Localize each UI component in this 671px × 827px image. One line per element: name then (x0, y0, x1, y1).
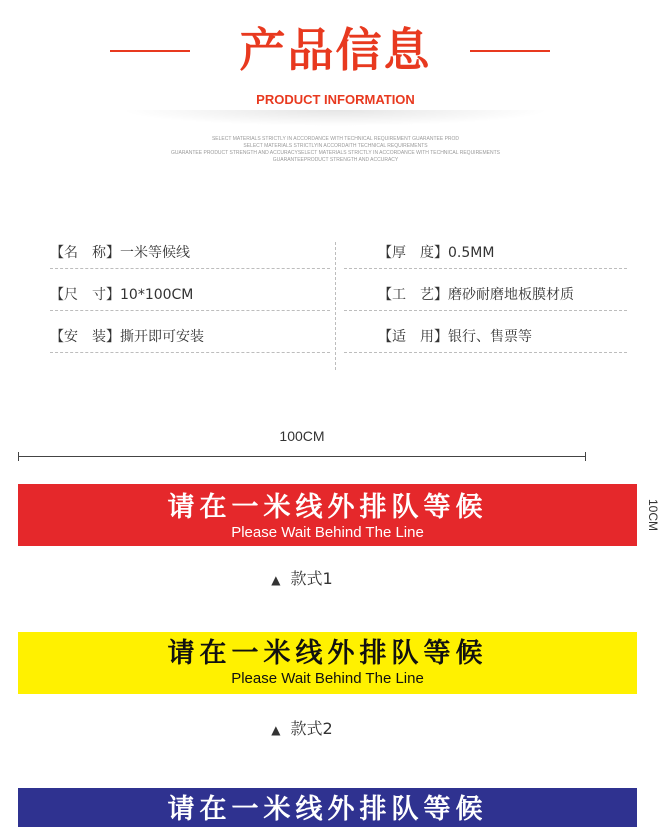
spec-craft: 【工 艺】磨砂耐磨地板膜材质 (378, 287, 574, 303)
dimension-tick-left (18, 452, 19, 461)
triangle-up-icon: ▲ (271, 723, 281, 737)
banner-style-3 (18, 788, 637, 827)
banner-style-2 (18, 632, 637, 694)
spec-size: 【尺 寸】10*100CM (50, 287, 194, 303)
row-divider (344, 268, 627, 269)
banner-chinese-text: 请在一米线外排队等候 (167, 638, 488, 669)
fine-print-line-2: SELECT MATERIALS STRICTLYIN ACCORDAITH TECHNICAL REQUIREMENTS (243, 143, 428, 149)
row-divider (344, 310, 627, 311)
banner-chinese-text: 请在一米线外排队等候 (167, 492, 488, 523)
row-divider (50, 268, 330, 269)
banner-english-text: Please Wait Behind The Line (231, 670, 424, 687)
width-dimension-label: 100CM (279, 428, 325, 444)
caption-style-2 (0, 716, 604, 739)
page-title: 产品信息 (239, 23, 432, 77)
spec-column-divider (335, 242, 336, 370)
caption-style-1 (0, 566, 604, 589)
row-divider (344, 352, 627, 353)
height-dimension-label: 10CM (646, 498, 660, 531)
caption-label: 款式2 (290, 719, 333, 738)
dimension-tick-right (585, 452, 586, 461)
page-subtitle: PRODUCT INFORMATION (256, 92, 415, 107)
spec-install: 【安 装】撕开即可安装 (50, 329, 204, 345)
triangle-up-icon: ▲ (271, 573, 281, 587)
header-shadow (120, 110, 551, 126)
fine-print-line-4: GUARANTEEPRODUCT STRENGTH AND ACCURACY (272, 157, 399, 163)
fine-print-line-1: SELECT MATERIALS STRICTLY IN ACCORDANCE WITH TECHNICAL REQUIREMENT GUARANTEE PROD (211, 136, 460, 142)
banner-style-1 (18, 484, 637, 546)
spec-thickness: 【厚 度】0.5MM (378, 245, 495, 261)
caption-label: 款式1 (290, 569, 333, 588)
width-dimension-line (18, 456, 586, 457)
banner-english-text: Please Wait Behind The Line (231, 524, 424, 541)
spec-usage: 【适 用】银行、售票等 (378, 329, 532, 345)
fine-print-line-3: GUARANTEE PRODUCT STRENGTH AND ACCURACYSELECT MATERIALS STRICTLY IN ACCORDANCE WITH TECHNICAL REQUIREMENTS (170, 150, 501, 156)
banner-chinese-text: 请在一米线外排队等候 (167, 794, 488, 825)
row-divider (50, 352, 330, 353)
row-divider (50, 310, 330, 311)
spec-name: 【名 称】一米等候线 (50, 245, 190, 261)
